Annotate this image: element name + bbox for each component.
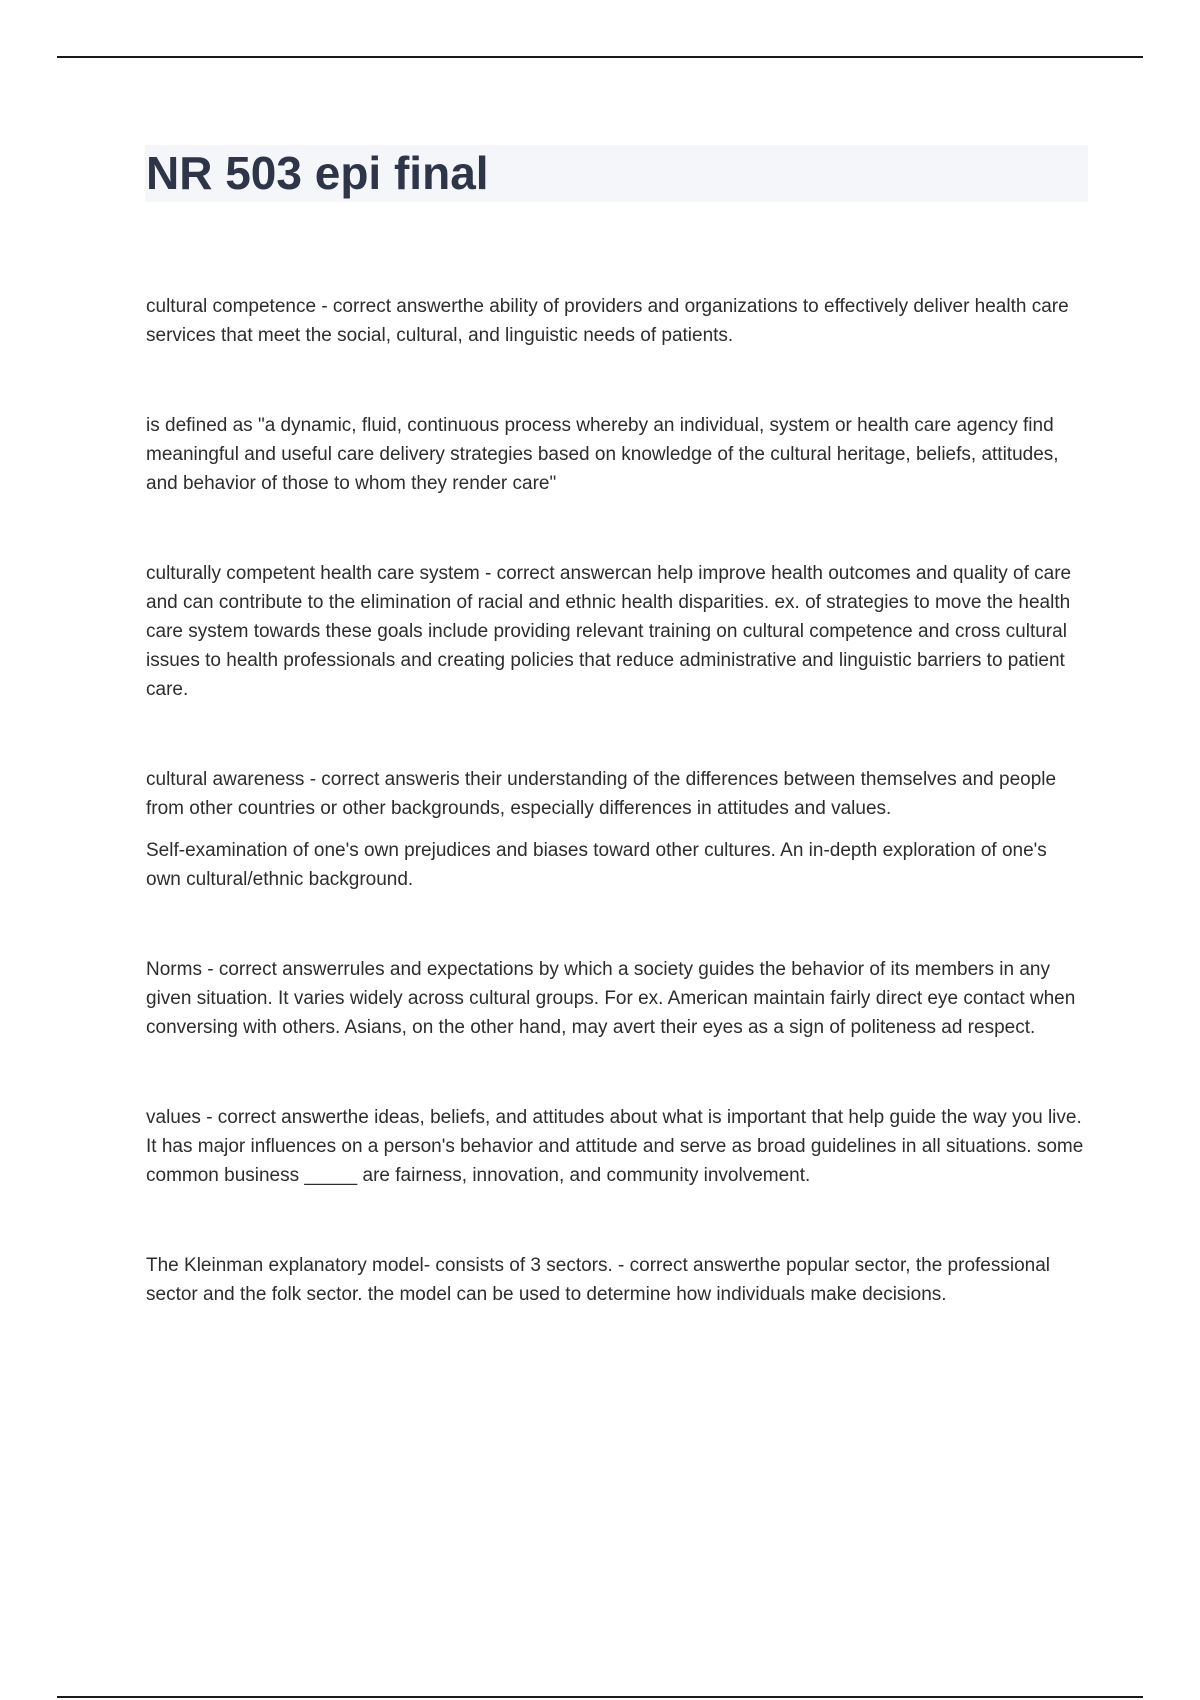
- entry-culturally-competent-system: [146, 559, 1086, 704]
- entry-definition: [146, 411, 1086, 498]
- entry-text: The Kleinman explanatory model- consists of 3 sectors. - correct answerthe popular sector, the professional sector and the folk sector. the model can be used to determine how individuals make decisions.: [146, 1255, 1050, 1305]
- entry-text: cultural competence - correct answerthe ability of providers and organizations to effectively deliver health care services that meet the social, cultural, and linguistic needs of patients.: [146, 296, 1069, 346]
- entry-kleinman-model: [146, 1251, 1086, 1309]
- document-body: [146, 292, 1086, 1309]
- entry-values: [146, 1103, 1086, 1190]
- entry-cultural-awareness: [146, 765, 1086, 823]
- entry-text: cultural awareness - correct answeris their understanding of the differences between themselves and people from other countries or other backgrounds, especially differences in attitudes and values.: [146, 769, 1057, 819]
- entry-text: Self-examination of one's own prejudices and biases toward other cultures. An in-depth exploration of one's own cultural/ethnic background.: [146, 840, 1047, 890]
- bottom-rule: [57, 1696, 1143, 1698]
- entry-text: is defined as "a dynamic, fluid, continuous process whereby an individual, system or health care agency find meaningful and useful care delivery strategies based on knowledge of the cultural heritage, beliefs, attitudes, and behavior of those to whom they render care": [146, 415, 1059, 494]
- entry-self-examination: [146, 836, 1086, 894]
- entry-text: culturally competent health care system - correct answercan help improve health outcomes and quality of care and can contribute to the elimination of racial and ethnic health disparities. ex. of strategies to move the health care system towards these goals include providing relevant training on cultural competence and cross cultural issues to health professionals and creating policies that reduce administrative and linguistic barriers to patient care.: [146, 563, 1072, 700]
- entry-cultural-competence: [146, 292, 1086, 350]
- top-rule: [57, 56, 1143, 58]
- entry-norms: [146, 955, 1086, 1042]
- entry-text: values - correct answerthe ideas, beliefs, and attitudes about what is important that help guide the way you live. It has major influences on a person's behavior and attitude and serve as broad guidelines in all situations. some common business _____ are fairness, innovation, and community involvement.: [146, 1107, 1084, 1186]
- page-title: NR 503 epi final: [146, 147, 489, 199]
- entry-text: Norms - correct answerrules and expectations by which a society guides the behavior of its members in any given situation. It varies widely across cultural groups. For ex. American maintain fairly direct eye contact when conversing with others. Asians, on the other hand, may avert their eyes as a sign of politeness ad respect.: [146, 959, 1076, 1038]
